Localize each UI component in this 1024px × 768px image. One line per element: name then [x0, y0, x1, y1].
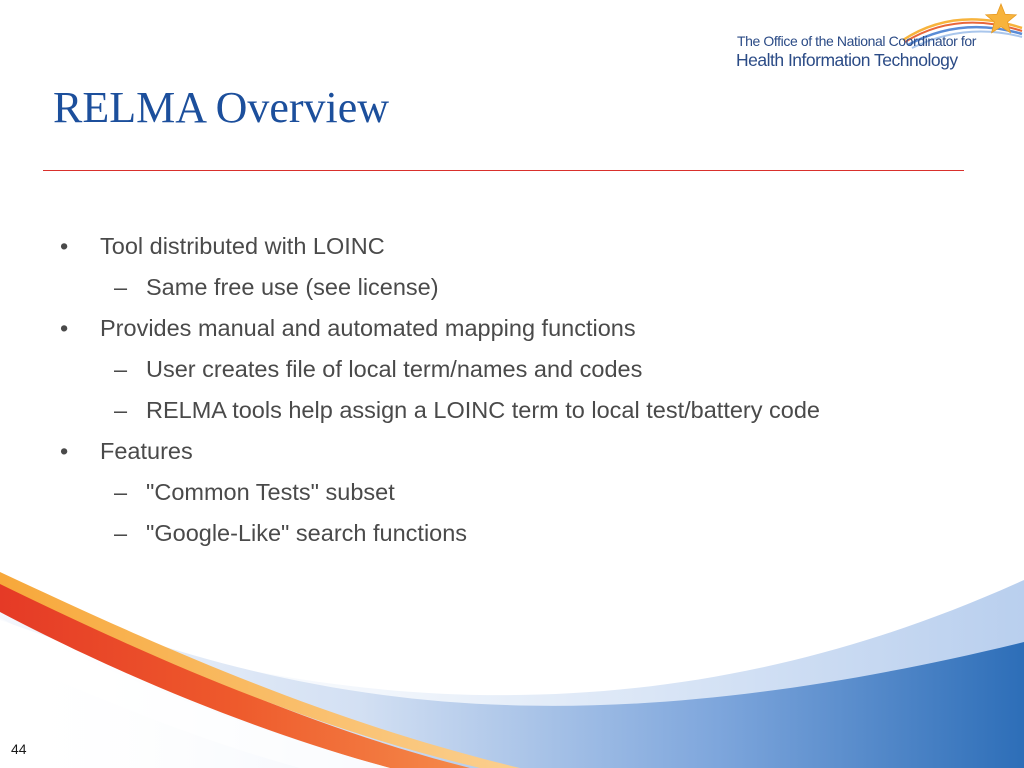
sub-bullet-marker: –	[114, 274, 128, 300]
decorative-swoosh	[0, 560, 1024, 768]
bullet-marker: •	[60, 438, 69, 464]
logo-line1: The Office of the National Coordinator for	[737, 33, 976, 49]
bullet-marker: •	[60, 315, 69, 341]
bullet-text: Provides manual and automated mapping functions	[100, 315, 636, 341]
sub-bullet-text: User creates file of local term/names and codes	[146, 356, 643, 382]
sub-bullet-marker: –	[114, 356, 128, 382]
sub-bullet-marker: –	[114, 520, 128, 546]
sub-bullet-text: RELMA tools help assign a LOINC term to local test/battery code	[146, 397, 820, 423]
bullet-item	[0, 431, 1024, 472]
page-number: 44	[11, 741, 27, 757]
sub-bullet-item	[0, 513, 1024, 554]
sub-bullet-item	[0, 349, 1024, 390]
bullet-item	[0, 226, 1024, 267]
sub-bullet-text: Same free use (see license)	[146, 274, 439, 300]
bullet-list	[0, 226, 1024, 554]
bullet-marker: •	[60, 233, 69, 259]
sub-bullet-marker: –	[114, 397, 128, 423]
sub-bullet-item	[0, 267, 1024, 308]
bullet-item	[0, 308, 1024, 349]
onc-logo	[725, 0, 1024, 80]
title-divider	[43, 170, 964, 171]
slide-title: RELMA Overview	[53, 83, 390, 132]
sub-bullet-text: "Google-Like" search functions	[146, 520, 468, 546]
bullet-text: Tool distributed with LOINC	[100, 233, 385, 259]
sub-bullet-marker: –	[114, 479, 128, 505]
sub-bullet-item	[0, 390, 1024, 431]
sub-bullet-text: "Common Tests" subset	[146, 479, 395, 505]
bullet-text: Features	[100, 438, 193, 464]
logo-line2: Health Information Technology	[736, 50, 958, 70]
sub-bullet-item	[0, 472, 1024, 513]
